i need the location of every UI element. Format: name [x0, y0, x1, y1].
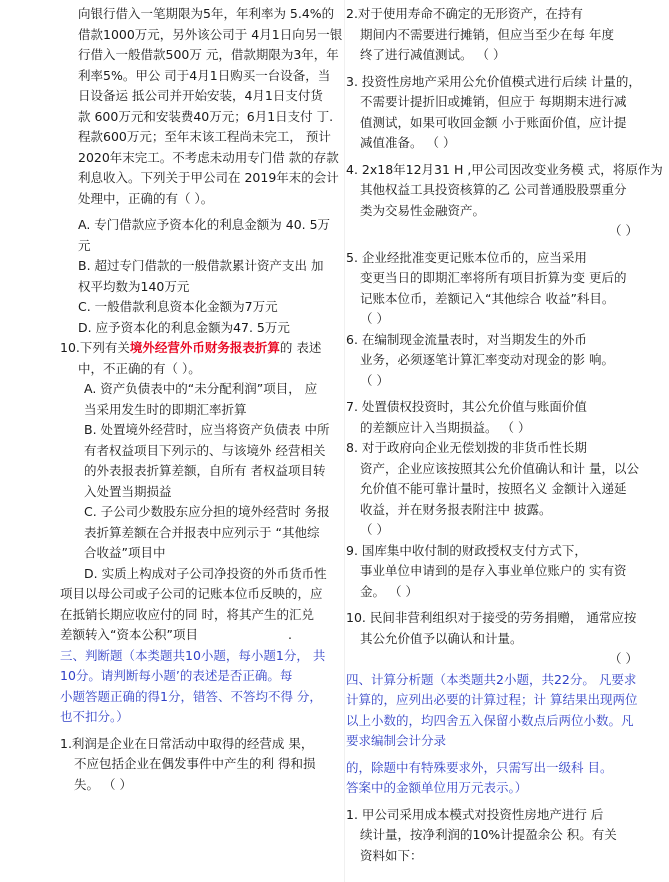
option-d-line: 项目以母公司或子公司的记账本位币反映的，应: [60, 586, 323, 601]
text-line: 记账本位币，差额记入“其他综合 收益”科目。: [360, 290, 615, 306]
section-heading-line: 以上小数的，均四舍五入保留小数点后两位小数。凡: [346, 712, 634, 728]
text-line: 款 600万元和安装费40万元；6月1日支付 丁.: [78, 108, 334, 124]
question-10-options: [60, 379, 345, 646]
text-line: 值测试，如果可收回金额 小于账面价值，应计提: [360, 114, 627, 130]
option-d-text: 差额转入“资本公积”项目: [60, 627, 198, 642]
section-4-note: [346, 758, 648, 799]
text-line: 续计量，按净利润的10%计提盈余公 积。有关: [360, 827, 617, 842]
section-heading-line: 的，除题中有特殊要求外，只需写出一级科 目。: [346, 759, 613, 775]
judgment-1: [60, 734, 345, 796]
option-b-line: B. 超过专门借款的一般借款累计资产支出 加: [78, 258, 324, 273]
text-line: 期间内不需要进行摊销，但应当至少在每 年度: [360, 26, 614, 42]
text-line: 借款1000万元，另外该公司于 4月1日向另一银: [78, 26, 343, 42]
text-line: 不需要计提折旧或摊销，但应于 每期期末进行减: [360, 94, 627, 109]
option-b-line: 有者权益项目下列示的、与该境外 经营相关: [84, 442, 326, 458]
option-b-line: 的外表报表折算差额，自所有 者权益项目转: [84, 463, 326, 478]
text-line: 终了进行减值测试。 （ ）: [360, 47, 506, 62]
section-heading-line: 要求编制会计分录: [346, 733, 447, 748]
option-a-line: 当采用发生时的即期汇率折算: [84, 401, 247, 417]
option-d-line: D. 实质上构成对子公司净投资的外币货币性: [84, 565, 327, 581]
option-c-line: 合收益”项目中: [84, 545, 166, 560]
judgment-6: [346, 330, 648, 392]
stray-dot: .: [287, 627, 292, 642]
text-line: 8. 对于政府向企业无偿划拨的非货币性长期: [346, 440, 587, 455]
text-line: 1. 甲公司采用成本模式对投资性房地产进行 后: [346, 806, 604, 822]
right-column: [346, 4, 663, 866]
judgment-4: [346, 160, 663, 242]
judgment-9: [346, 541, 648, 603]
text-line: 其公允价值予以确认和计量。: [360, 630, 523, 646]
text-line: 向银行借入一笔期限为5年，年利率为 5.4%的: [78, 6, 335, 21]
text-line: 事业单位申请到的是存入事业单位账户的 实有资: [360, 563, 627, 578]
option-b-line: 权平均数为140万元: [78, 278, 190, 294]
option-d-line: D. 应予资本化的利息金额为47. 5万元: [78, 319, 290, 335]
q10-suffix: 的 表述: [279, 340, 322, 355]
judgment-2: [346, 4, 648, 66]
option-b-line: B. 处置境外经营时，应当将资产负债表 中所: [84, 422, 330, 437]
section-4-heading: [346, 670, 648, 752]
option-d-line: 在抵销长期应收应付的同 时，将其产生的汇兑: [60, 606, 314, 622]
text-line: 日设备运 抵公司并开始安装，4月1日支付货: [78, 88, 323, 103]
text-line: 6. 在编制现金流量表时，对当期发生的外币: [346, 331, 587, 347]
judgment-8: [346, 438, 648, 541]
answer-paren: （ ）: [609, 223, 638, 238]
text-line: 4. 2x18年12月31 H ,甲公司因改变业务模 式，将原作为: [346, 161, 663, 177]
section-heading-line: 答案中的金额单位用万元表示。）: [346, 780, 528, 795]
text-line: 3. 投资性房地产采用公允价值模式进行后续 计量的，: [346, 73, 641, 89]
text-line: 2020年末完工。不考虑未动用专门借 款的存款: [78, 149, 339, 165]
section-3-heading: [60, 646, 345, 728]
text-line: 利率5%。甲公 司于4月1日购买一台设备，当: [78, 67, 331, 83]
question-10-stem: [60, 338, 345, 379]
text-line: 2.对于使用寿命不确定的无形资产，在持有: [346, 6, 583, 21]
text-line: 10. 民间非营利组织对于接受的劳务捐赠， 通常应按: [346, 610, 637, 625]
option-c-line: 表折算差额在合并报表中应列示于 “其他综: [84, 524, 320, 540]
question-9-options: [60, 215, 345, 338]
text-line: 减值准备。 （ ）: [360, 135, 456, 150]
text-line: 失。 （ ）: [74, 776, 132, 792]
q10-prefix: 10.下列有关: [60, 340, 130, 355]
option-a-line: A. 资产负债表中的“未分配利润”项目， 应: [84, 381, 318, 396]
text-line: 金。 （ ）: [360, 583, 418, 599]
section-heading-line: 也不扣分。）: [60, 709, 129, 724]
text-line: 1.利润是企业在日常活动中取得的经营成 果，: [60, 735, 314, 751]
answer-paren: （ ）: [609, 651, 638, 666]
section-heading-line: 小题答题正确的得1分，错答、不答均不得 分，: [60, 688, 322, 704]
text-line: 其他权益工具投资核算的乙 公司普通股股票重分: [360, 182, 627, 197]
text-line: 程款600万元；至年末该工程尚未完工， 预计: [78, 129, 331, 144]
text-line: 9. 国库集中收付制的财政授权支付方式下，: [346, 542, 587, 558]
option-c-line: C. 一般借款利息资本化金额为7万元: [78, 299, 278, 314]
section-heading-line: 四、计算分析题（本类题共2小题，共22分。 凡要求: [346, 671, 637, 687]
text-line: 允价值不能可靠计量时，按照名义 金额计入递延: [360, 481, 627, 496]
text-line: 5. 企业经批准变更记账本位币的，应当采用: [346, 249, 587, 265]
left-column: [60, 4, 345, 795]
judgment-10: [346, 608, 648, 670]
answer-paren: （ ）: [360, 372, 389, 388]
text-line: 变更当日的即期汇率将所有项目折算为变 更后的: [360, 270, 627, 285]
text-line: [60, 338, 345, 359]
text-line: 利息收入。下列关于甲公司在 2019年末的会计: [78, 170, 339, 185]
option-a-line: A. 专门借款应予资本化的利息金额为 40. 5万: [78, 217, 331, 232]
option-b-line: 入处置当期损益: [84, 483, 172, 499]
option-c-line: C. 子公司少数股东应分担的境外经营时 务报: [84, 504, 330, 519]
text-line: 收益，并在财务报表附注中 披露。: [360, 501, 552, 517]
option-a-line: 元: [78, 237, 91, 253]
text-line: 中，不正确的有（ ）。: [78, 360, 201, 376]
answer-paren: （ ）: [360, 522, 389, 537]
text-line: 7. 处置债权投资时，其公允价值与账面价值: [346, 399, 587, 414]
q10-highlight: 境外经营外币财务报表折算: [129, 340, 280, 355]
judgment-5: [346, 248, 648, 330]
question-9-stem: [60, 4, 345, 209]
section-heading-line: 10分。请判断每小题’的表述是否正确。每: [60, 668, 293, 683]
text-line: 的差额应计入当期损益。 （ ）: [360, 419, 531, 435]
calc-question-1: [346, 805, 648, 867]
option-d-line: [60, 625, 345, 646]
text-line: 行借入一般借款500万 元，借款期限为3年，年: [78, 47, 339, 62]
judgment-3: [346, 72, 648, 154]
text-line: 处理中，正确的有（ ）。: [78, 190, 214, 206]
text-line: 业务，必须逐笔计算汇率变动对现金的影 响。: [360, 352, 614, 367]
judgment-7: [346, 397, 648, 438]
text-line: 资料如下：: [360, 847, 423, 863]
text-line: 不应包括企业在偶发事件中产生的利 得和损: [74, 756, 316, 771]
text-line: 资产，企业应该按照其公允价值确认和计 量，以公: [360, 460, 639, 476]
answer-paren: （ ）: [360, 311, 389, 326]
section-heading-line: 计算的，应列出必要的计算过程；计 算结果出现两位: [346, 692, 638, 707]
text-line: 类为交易性金融资产。: [360, 202, 486, 218]
section-heading-line: 三、判断题（本类题共10小题，每小题1分， 共: [60, 647, 326, 663]
